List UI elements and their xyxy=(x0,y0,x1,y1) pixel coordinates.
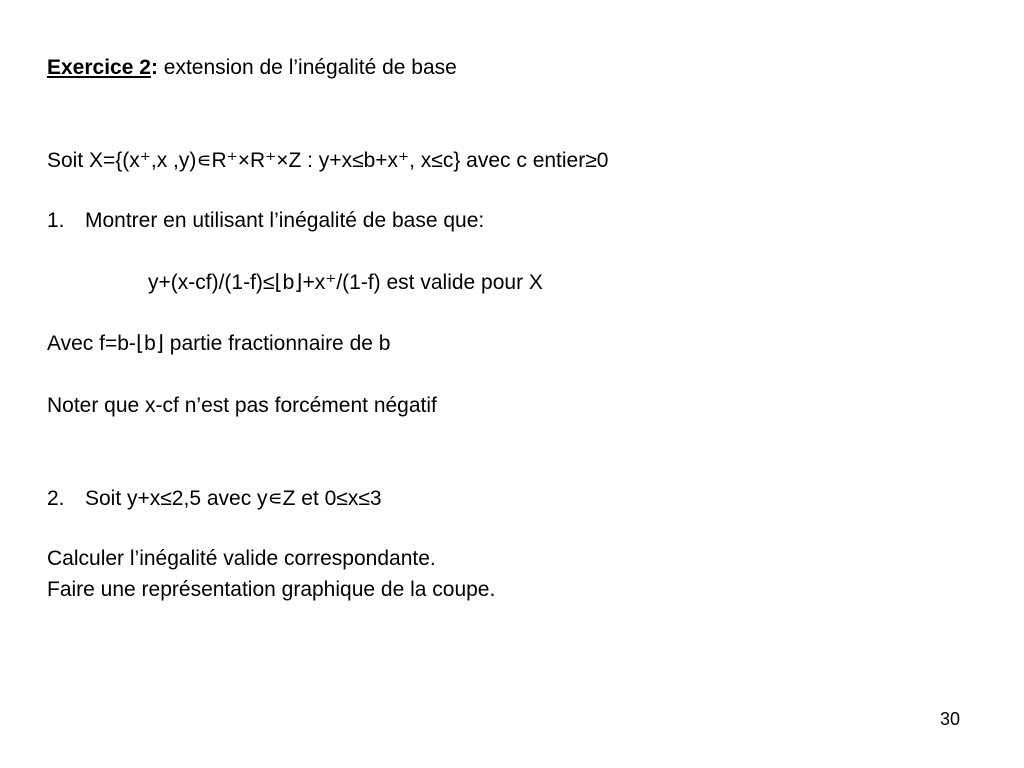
question-1-text: Montrer en utilisant l’inégalité de base que: xyxy=(85,209,485,232)
fraction-definition: Avec f=b-⌊b⌋ partie fractionnaire de b xyxy=(47,332,391,355)
exercise-colon: : xyxy=(150,56,158,79)
question-2-text: Soit y+x≤2,5 avec y∊Z et 0≤x≤3 xyxy=(85,487,382,510)
question-2-number: 2. xyxy=(47,487,65,510)
question-2 xyxy=(47,486,382,512)
question-1-number: 1. xyxy=(47,209,65,232)
exercise-label: Exercice 2 xyxy=(47,56,151,79)
instruction-calculate: Calculer l’inégalité valide correspondante. xyxy=(47,547,436,570)
set-definition: Soit X={(x⁺,x ,y)∊R⁺×R⁺×Z : y+x≤b+x⁺, x≤c} avec c entier≥0 xyxy=(47,149,609,172)
page-number: 30 xyxy=(940,709,961,729)
note-text: Noter que x-cf n’est pas forcément négatif xyxy=(47,394,437,417)
valid-inequality-formula: y+(x-cf)/(1-f)≤⌊b⌋+x⁺/(1-f) est valide pour X xyxy=(148,271,543,294)
question-1 xyxy=(47,208,484,234)
instruction-graph: Faire une représentation graphique de la coupe. xyxy=(47,578,496,601)
exercise-title xyxy=(47,55,457,81)
exercise-subtitle: extension de l’inégalité de base xyxy=(157,56,457,79)
